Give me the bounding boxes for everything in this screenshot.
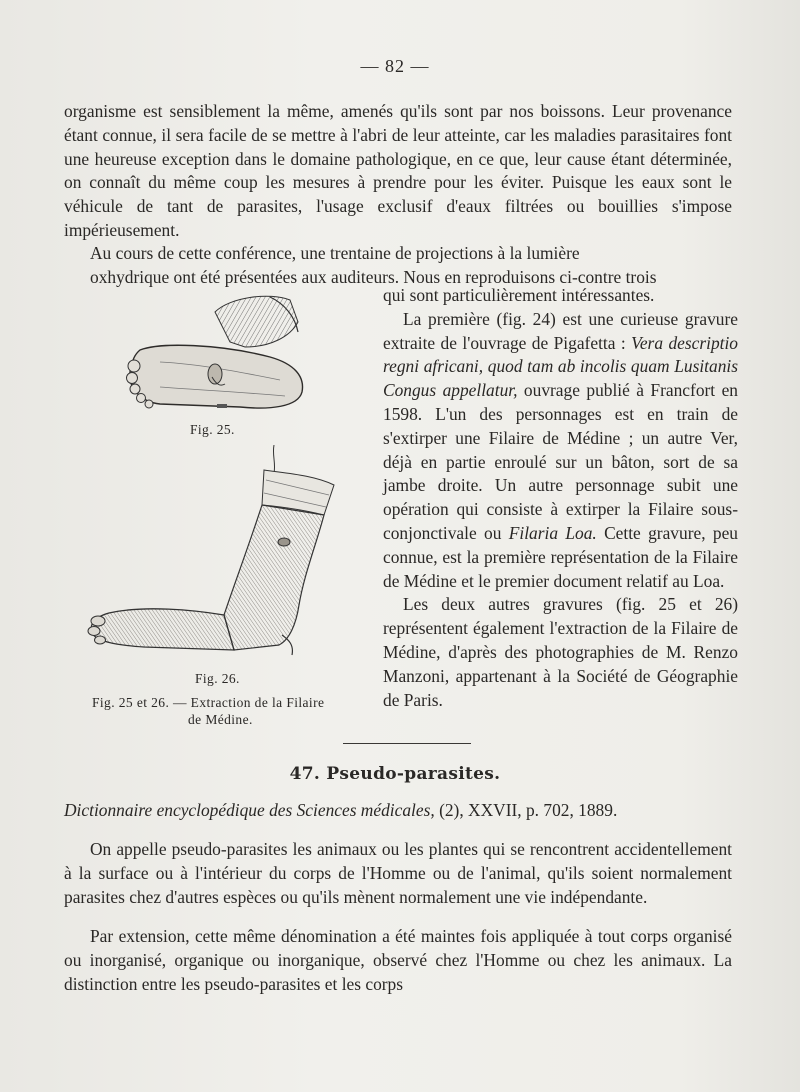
paragraph-water-parasites: organisme est sensiblement la même, amenés qu'ils sont par nos boissons. Leur provenance étant connue, il sera facile de se mettre à l'abri de leur atteinte, car les maladies parasitaires font une heureuse exception dans le domaine pathologique, en ce que, leur cause étant déterminée, on connaît du même coup les mesures à prendre pour les éviter. Puisque les eaux sont le véhicule de tant de parasites, l'usage exclusif d'eaux filtrées ou bouillies s'impose impérieusement. (64, 101, 732, 240)
paragraph-projections-line1: Au cours de cette conférence, une trentaine de projections à la lumière (90, 243, 580, 263)
paragraph-other-engravings: Les deux autres gravures (fig. 25 et 26) représentent également l'extraction de la Filaire de Médine, d'après des photographies de M. Renzo Manzoni, appartenant à la Société de Géographie de Paris. (383, 594, 738, 710)
pigafetta-text-post: Cette gravure, peu connue, est la première représentation de la Filaire de Médine et le premier document relatif au Loa. (383, 522, 738, 591)
pigafetta-book-title: Vera descriptio regni africani, quod tam ab incolis quam Lusitanis Congus appellatur, (383, 332, 738, 401)
paragraph-projections (64, 242, 732, 290)
reference-title: Dictionnaire encyclopédique des Sciences médicales, (64, 800, 435, 820)
page-number: — 82 — (360, 56, 430, 76)
figures-caption-line2: de Médine. (188, 712, 253, 727)
paragraph-projections-line3: qui sont particulièrement intéressantes. (383, 285, 655, 305)
figures-caption (92, 694, 362, 728)
section-divider (343, 743, 471, 744)
section-reference (64, 800, 744, 821)
pigafetta-text-mid: ouvrage publié à Francfort en 1598. L'un des personnages est en train de s'extirper une Filaire de Médine ; un autre Ver, déjà en partie enroulé sur un bâton, sort de sa jambe droite. Un autre personnage subit une opération qui consiste à extirper la Filaire sous-conjonctivale ou (383, 380, 738, 543)
right-column (383, 284, 738, 712)
figure-26-engraving (84, 445, 349, 665)
figure-26-label: Fig. 26. (195, 671, 240, 686)
paragraph-pseudo-parasites-definition: On appelle pseudo-parasites les animaux ou les plantes qui se rencontrent accidentellement à la surface ou à l'intérieur du corps de l'Homme ou de l'animal, qu'ils soient normalement parasites chez d'autres espèces ou qu'ils mènent normalement une vie indépendante. (64, 839, 732, 907)
figure-25-engraving (120, 292, 320, 420)
paragraph-pigafetta (383, 308, 738, 594)
paragraph-projections-line2: oxhydrique ont été présentées aux auditeurs. Nous en reproduisons ci-contre trois (90, 266, 657, 287)
figure-25-label: Fig. 25. (190, 422, 235, 437)
reference-details: (2), XXVII, p. 702, 1889. (439, 800, 618, 820)
filaria-loa-name: Filaria Loa. (508, 522, 597, 543)
pigafetta-text-pre: La première (fig. 24) est une curieuse gravure extraite de l'ouvrage de Pigafetta : (383, 308, 738, 353)
section-title: 47. Pseudo-parasites. (289, 764, 501, 784)
figures-caption-line1: Fig. 25 et 26. — Extraction de la Filaire (92, 695, 325, 710)
paragraph-pseudo-parasites-extension: Par extension, cette même dénomination a été maintes fois appliquée à tout corps organisé ou inorganisé, organique ou inorganique, observé chez l'Homme ou chez les animaux. La distinction entre les pseudo-parasites et les corps (64, 926, 732, 994)
